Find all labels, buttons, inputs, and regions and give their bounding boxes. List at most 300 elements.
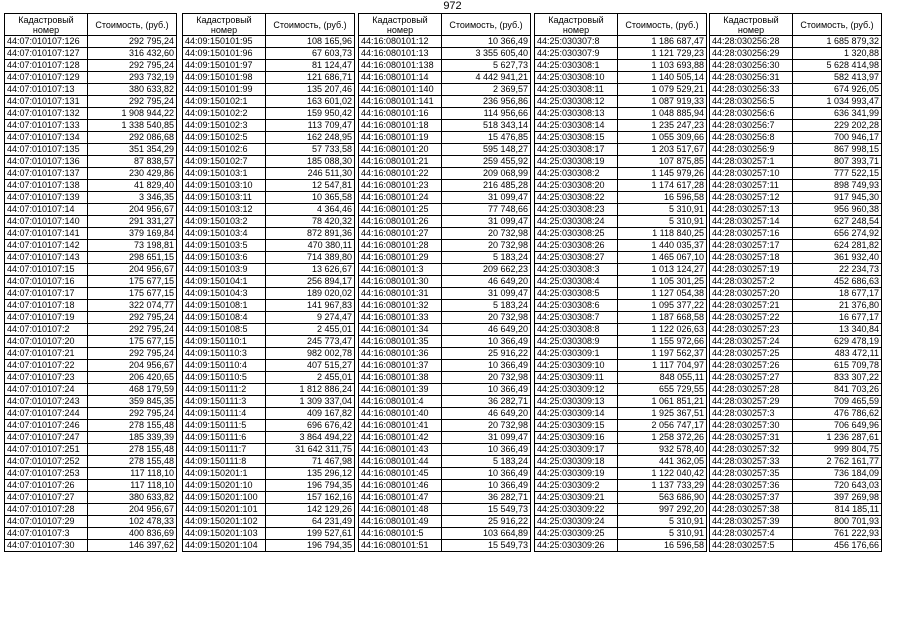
cost-cell: 359 845,35 — [88, 396, 177, 408]
table-row — [5, 72, 177, 84]
cost-cell: 16 596,58 — [618, 192, 707, 204]
cadastral-number-cell: 44:25:030308:24 — [535, 216, 618, 228]
cadastral-table-3 — [358, 13, 530, 552]
table-row — [183, 420, 355, 432]
cost-cell: 833 307,22 — [793, 372, 882, 384]
cost-cell: 16 677,17 — [793, 312, 882, 324]
cost-cell: 997 292,20 — [618, 504, 707, 516]
cost-cell: 64 231,49 — [266, 516, 355, 528]
table-header-row — [5, 14, 177, 36]
table-row — [359, 216, 531, 228]
cost-cell: 2 455,01 — [266, 324, 355, 336]
table-row — [710, 204, 882, 216]
cost-cell: 1 122 040,42 — [618, 468, 707, 480]
cost-cell: 278 155,48 — [88, 456, 177, 468]
cadastral-number-cell: 44:07:010107:17 — [5, 288, 88, 300]
cost-cell: 209 662,23 — [442, 264, 531, 276]
cost-cell: 291 331,27 — [88, 216, 177, 228]
header-cost: Стоимость, (руб.) — [88, 14, 177, 36]
table-row — [359, 144, 531, 156]
cost-cell: 322 074,77 — [88, 300, 177, 312]
table-row — [359, 408, 531, 420]
cadastral-number-cell: 44:25:030308:10 — [535, 72, 618, 84]
table-row — [535, 456, 707, 468]
cadastral-number-cell: 44:25:030309:26 — [535, 540, 618, 552]
table-row — [5, 240, 177, 252]
header-cadastral-number: Кадастровый номер — [183, 14, 266, 36]
table-row — [710, 60, 882, 72]
cost-cell: 397 269,98 — [793, 492, 882, 504]
table-row — [183, 480, 355, 492]
cost-cell: 189 020,02 — [266, 288, 355, 300]
cadastral-number-cell: 44:16:080101:51 — [359, 540, 442, 552]
cadastral-number-cell: 44:07:010107:26 — [5, 480, 88, 492]
cadastral-number-cell: 44:07:010107:20 — [5, 336, 88, 348]
cadastral-number-cell: 44:28:030257:38 — [710, 504, 793, 516]
cadastral-number-cell: 44:25:030308:4 — [535, 276, 618, 288]
cadastral-table — [4, 13, 177, 552]
cadastral-number-cell: 44:09:150108:5 — [183, 324, 266, 336]
cadastral-number-cell: 44:07:010107:16 — [5, 276, 88, 288]
cost-cell: 25 916,22 — [442, 516, 531, 528]
table-row — [710, 312, 882, 324]
cadastral-number-cell: 44:25:030308:8 — [535, 324, 618, 336]
table-row — [535, 60, 707, 72]
table-row — [5, 192, 177, 204]
cadastral-number-cell: 44:09:150201:102 — [183, 516, 266, 528]
cadastral-number-cell: 44:28:030256:8 — [710, 132, 793, 144]
cadastral-number-cell: 44:16:080101:28 — [359, 240, 442, 252]
cost-cell: 1 103 693,88 — [618, 60, 707, 72]
cadastral-number-cell: 44:07:010107:129 — [5, 72, 88, 84]
table-row — [710, 432, 882, 444]
cadastral-number-cell: 44:28:030257:16 — [710, 228, 793, 240]
cost-cell: 1 186 687,47 — [618, 36, 707, 48]
cost-cell: 655 729,55 — [618, 384, 707, 396]
cadastral-number-cell: 44:28:030257:24 — [710, 336, 793, 348]
cadastral-number-cell: 44:25:030308:13 — [535, 108, 618, 120]
cadastral-number-cell: 44:07:010107:15 — [5, 264, 88, 276]
cadastral-number-cell: 44:16:080101:22 — [359, 168, 442, 180]
table-row — [535, 204, 707, 216]
table-row — [535, 492, 707, 504]
cadastral-number-cell: 44:16:080101:48 — [359, 504, 442, 516]
cost-cell: 627 248,54 — [793, 216, 882, 228]
cadastral-number-cell: 44:09:150102:6 — [183, 144, 266, 156]
cost-cell: 5 310,91 — [618, 528, 707, 540]
cadastral-number-cell: 44:09:150201:1 — [183, 468, 266, 480]
table-row — [535, 480, 707, 492]
cadastral-number-cell: 44:28:030256:5 — [710, 96, 793, 108]
cost-cell: 1 465 067,10 — [618, 252, 707, 264]
cadastral-number-cell: 44:07:010107:13 — [5, 84, 88, 96]
cost-cell: 196 794,35 — [266, 540, 355, 552]
table-row — [359, 84, 531, 96]
table-row — [183, 468, 355, 480]
cadastral-number-cell: 44:16:080101:39 — [359, 384, 442, 396]
table-row — [183, 108, 355, 120]
table-row — [710, 516, 882, 528]
cadastral-number-cell: 44:09:150102:3 — [183, 120, 266, 132]
cost-cell: 1 145 979,26 — [618, 168, 707, 180]
cadastral-number-cell: 44:09:150111:8 — [183, 456, 266, 468]
cadastral-number-cell: 44:16:080101:140 — [359, 84, 442, 96]
table-row — [710, 384, 882, 396]
cadastral-number-cell: 44:16:080101:138 — [359, 60, 442, 72]
cost-cell: 452 686,63 — [793, 276, 882, 288]
table-row — [359, 480, 531, 492]
cost-cell: 73 198,81 — [88, 240, 177, 252]
table-row — [710, 468, 882, 480]
cadastral-number-cell: 44:25:030308:7 — [535, 312, 618, 324]
cadastral-number-cell: 44:07:010107:128 — [5, 60, 88, 72]
table-row — [183, 372, 355, 384]
table-row — [710, 324, 882, 336]
cost-cell: 316 432,60 — [88, 48, 177, 60]
cadastral-number-cell: 44:07:010107:21 — [5, 348, 88, 360]
cost-cell: 117 118,10 — [88, 480, 177, 492]
cadastral-number-cell: 44:09:150103:5 — [183, 240, 266, 252]
cadastral-number-cell: 44:28:030257:23 — [710, 324, 793, 336]
table-row — [710, 108, 882, 120]
cost-cell: 1 013 124,27 — [618, 264, 707, 276]
table-row — [183, 144, 355, 156]
cadastral-number-cell: 44:07:010107:135 — [5, 144, 88, 156]
cost-cell: 5 627,73 — [442, 60, 531, 72]
cadastral-number-cell: 44:09:150108:1 — [183, 300, 266, 312]
table-row — [5, 84, 177, 96]
cadastral-number-cell: 44:16:080101:4 — [359, 396, 442, 408]
cost-cell: 204 956,67 — [88, 360, 177, 372]
table-row — [359, 264, 531, 276]
table-row — [710, 216, 882, 228]
cost-cell: 800 701,93 — [793, 516, 882, 528]
cadastral-number-cell: 44:25:030309:24 — [535, 516, 618, 528]
cost-cell: 10 366,49 — [442, 36, 531, 48]
cadastral-number-cell: 44:07:010107:14 — [5, 204, 88, 216]
table-row — [535, 372, 707, 384]
table-row — [359, 204, 531, 216]
table-row — [359, 252, 531, 264]
cost-cell: 292 795,24 — [88, 96, 177, 108]
cost-cell: 1 061 851,21 — [618, 396, 707, 408]
cadastral-number-cell: 44:28:030256:31 — [710, 72, 793, 84]
cost-cell: 1 338 540,85 — [88, 120, 177, 132]
cost-cell: 121 686,71 — [266, 72, 355, 84]
cost-cell: 146 397,62 — [88, 540, 177, 552]
table-header-row — [183, 14, 355, 36]
cadastral-number-cell: 44:16:080101:42 — [359, 432, 442, 444]
cost-cell: 163 601,02 — [266, 96, 355, 108]
table-row — [183, 240, 355, 252]
table-row — [5, 504, 177, 516]
cost-cell: 380 633,82 — [88, 492, 177, 504]
cost-cell: 113 709,47 — [266, 120, 355, 132]
table-row — [710, 36, 882, 48]
cost-cell: 22 234,73 — [793, 264, 882, 276]
table-row — [535, 348, 707, 360]
cadastral-number-cell: 44:28:030257:18 — [710, 252, 793, 264]
cadastral-number-cell: 44:16:080101:36 — [359, 348, 442, 360]
cadastral-number-cell: 44:28:030257:26 — [710, 360, 793, 372]
table-row — [710, 180, 882, 192]
table-row — [183, 216, 355, 228]
table-row — [535, 516, 707, 528]
table-row — [535, 504, 707, 516]
cadastral-number-cell: 44:25:030309:16 — [535, 432, 618, 444]
cost-cell: 1 095 377,22 — [618, 300, 707, 312]
table-row — [183, 168, 355, 180]
table-row — [710, 240, 882, 252]
cadastral-number-cell: 44:07:010107:29 — [5, 516, 88, 528]
cost-cell: 292 795,24 — [88, 312, 177, 324]
cadastral-number-cell: 44:16:080101:31 — [359, 288, 442, 300]
cost-cell: 1 118 840,25 — [618, 228, 707, 240]
cadastral-number-cell: 44:25:030309:22 — [535, 504, 618, 516]
cadastral-number-cell: 44:25:030308:19 — [535, 156, 618, 168]
cadastral-number-cell: 44:09:150102:7 — [183, 156, 266, 168]
table-row — [710, 300, 882, 312]
cadastral-number-cell: 44:25:030309:11 — [535, 372, 618, 384]
cadastral-number-cell: 44:07:010107:247 — [5, 432, 88, 444]
cadastral-number-cell: 44:07:010107:18 — [5, 300, 88, 312]
cost-cell: 10 366,49 — [442, 480, 531, 492]
cadastral-number-cell: 44:28:030257:21 — [710, 300, 793, 312]
cadastral-table-5 — [709, 13, 881, 552]
cadastral-number-cell: 44:09:150103:9 — [183, 264, 266, 276]
cadastral-number-cell: 44:16:080101:20 — [359, 144, 442, 156]
cost-cell: 1 122 026,63 — [618, 324, 707, 336]
cost-cell: 293 732,19 — [88, 72, 177, 84]
cost-cell: 898 749,93 — [793, 180, 882, 192]
cost-cell: 298 651,15 — [88, 252, 177, 264]
table-row — [535, 336, 707, 348]
table-row — [535, 300, 707, 312]
cadastral-number-cell: 44:28:030257:29 — [710, 396, 793, 408]
cadastral-number-cell: 44:16:080101:13 — [359, 48, 442, 60]
table-row — [359, 48, 531, 60]
table-row — [5, 228, 177, 240]
cost-cell: 1 440 035,37 — [618, 240, 707, 252]
cadastral-number-cell: 44:28:030257:5 — [710, 540, 793, 552]
cost-cell: 407 515,27 — [266, 360, 355, 372]
header-cadastral-number: Кадастровый номер — [5, 14, 88, 36]
cadastral-number-cell: 44:25:030309:25 — [535, 528, 618, 540]
table-row — [710, 504, 882, 516]
cadastral-number-cell: 44:07:010107:30 — [5, 540, 88, 552]
table-row — [183, 540, 355, 552]
table-row — [535, 96, 707, 108]
cadastral-number-cell: 44:16:080101:24 — [359, 192, 442, 204]
cadastral-number-cell: 44:07:010107:243 — [5, 396, 88, 408]
table-header-row — [710, 14, 882, 36]
cost-cell: 12 547,81 — [266, 180, 355, 192]
cost-cell: 31 099,47 — [442, 288, 531, 300]
table-row — [710, 132, 882, 144]
cadastral-number-cell: 44:07:010107:27 — [5, 492, 88, 504]
table-row — [5, 216, 177, 228]
cadastral-number-cell: 44:16:080101:32 — [359, 300, 442, 312]
cadastral-number-cell: 44:28:030256:9 — [710, 144, 793, 156]
table-row — [359, 360, 531, 372]
cadastral-number-cell: 44:16:080101:45 — [359, 468, 442, 480]
table-row — [183, 516, 355, 528]
cadastral-number-cell: 44:28:030257:27 — [710, 372, 793, 384]
header-cadastral-number: Кадастровый номер — [710, 14, 793, 36]
cost-cell: 31 642 311,75 — [266, 444, 355, 456]
cost-cell: 1 197 562,37 — [618, 348, 707, 360]
cadastral-number-cell: 44:25:030308:27 — [535, 252, 618, 264]
cost-cell: 361 932,40 — [793, 252, 882, 264]
table-row — [535, 156, 707, 168]
table-row — [535, 252, 707, 264]
table-row — [359, 72, 531, 84]
cadastral-table — [182, 13, 355, 552]
cadastral-number-cell: 44:07:010107:127 — [5, 48, 88, 60]
table-row — [183, 408, 355, 420]
cadastral-number-cell: 44:09:150201:10 — [183, 480, 266, 492]
cost-cell: 278 155,48 — [88, 444, 177, 456]
cadastral-number-cell: 44:28:030257:37 — [710, 492, 793, 504]
cadastral-number-cell: 44:28:030257:22 — [710, 312, 793, 324]
table-row — [359, 540, 531, 552]
cadastral-number-cell: 44:09:150102:1 — [183, 96, 266, 108]
table-row — [5, 180, 177, 192]
table-row — [535, 288, 707, 300]
cadastral-number-cell: 44:25:030309:10 — [535, 360, 618, 372]
cost-cell: 25 916,22 — [442, 348, 531, 360]
table-row — [535, 216, 707, 228]
table-row — [5, 516, 177, 528]
cost-cell: 1 320,88 — [793, 48, 882, 60]
cadastral-number-cell: 44:07:010107:133 — [5, 120, 88, 132]
cost-cell: 1 155 972,66 — [618, 336, 707, 348]
cost-cell: 41 829,40 — [88, 180, 177, 192]
table-row — [359, 336, 531, 348]
cost-cell: 245 773,47 — [266, 336, 355, 348]
cost-cell: 400 836,69 — [88, 528, 177, 540]
cost-cell: 10 366,49 — [442, 468, 531, 480]
cost-cell: 199 527,61 — [266, 528, 355, 540]
cost-cell: 278 155,48 — [88, 420, 177, 432]
cadastral-number-cell: 44:16:080101:46 — [359, 480, 442, 492]
cadastral-number-cell: 44:09:150201:101 — [183, 504, 266, 516]
cost-cell: 1 925 367,51 — [618, 408, 707, 420]
cost-cell: 706 649,96 — [793, 420, 882, 432]
cost-cell: 142 129,26 — [266, 504, 355, 516]
cost-cell: 21 376,80 — [793, 300, 882, 312]
cost-cell: 206 420,65 — [88, 372, 177, 384]
cost-cell: 256 894,17 — [266, 276, 355, 288]
header-cost: Стоимость, (руб.) — [793, 14, 882, 36]
table-row — [5, 324, 177, 336]
cadastral-number-cell: 44:25:030307:8 — [535, 36, 618, 48]
cost-cell: 46 649,20 — [442, 276, 531, 288]
cost-cell: 5 310,91 — [618, 216, 707, 228]
cost-cell: 13 626,67 — [266, 264, 355, 276]
table-row — [359, 36, 531, 48]
table-row — [710, 456, 882, 468]
table-row — [5, 396, 177, 408]
table-row — [535, 360, 707, 372]
cost-cell: 77 748,66 — [442, 204, 531, 216]
table-row — [5, 528, 177, 540]
table-row — [359, 384, 531, 396]
cadastral-number-cell: 44:16:080101:26 — [359, 216, 442, 228]
cadastral-number-cell: 44:25:030309:2 — [535, 480, 618, 492]
table-row — [183, 360, 355, 372]
cost-cell: 78 420,32 — [266, 216, 355, 228]
cadastral-number-cell: 44:25:030309:21 — [535, 492, 618, 504]
table-row — [5, 336, 177, 348]
cadastral-number-cell: 44:07:010107:246 — [5, 420, 88, 432]
cost-cell: 67 603,73 — [266, 48, 355, 60]
cadastral-number-cell: 44:09:150103:10 — [183, 180, 266, 192]
cost-cell: 1 309 337,04 — [266, 396, 355, 408]
header-cost: Стоимость, (руб.) — [442, 14, 531, 36]
table-row — [535, 120, 707, 132]
table-row — [359, 432, 531, 444]
cost-cell: 1 087 919,33 — [618, 96, 707, 108]
cost-cell: 5 183,24 — [442, 300, 531, 312]
cost-cell: 1 034 993,47 — [793, 96, 882, 108]
cadastral-number-cell: 44:09:150108:4 — [183, 312, 266, 324]
table-row — [535, 396, 707, 408]
cadastral-number-cell: 44:25:030309:17 — [535, 444, 618, 456]
table-row — [359, 276, 531, 288]
cost-cell: 292 795,24 — [88, 36, 177, 48]
cadastral-number-cell: 44:16:080101:38 — [359, 372, 442, 384]
cadastral-number-cell: 44:16:080101:44 — [359, 456, 442, 468]
cost-cell: 5 310,91 — [618, 516, 707, 528]
cost-cell: 956 960,38 — [793, 204, 882, 216]
cadastral-number-cell: 44:25:030308:20 — [535, 180, 618, 192]
table-row — [5, 48, 177, 60]
cost-cell: 848 055,11 — [618, 372, 707, 384]
cadastral-number-cell: 44:09:150110:4 — [183, 360, 266, 372]
cadastral-number-cell: 44:07:010107:132 — [5, 108, 88, 120]
cadastral-number-cell: 44:28:030257:30 — [710, 420, 793, 432]
cadastral-number-cell: 44:16:080101:49 — [359, 516, 442, 528]
cadastral-number-cell: 44:28:030257:28 — [710, 384, 793, 396]
cadastral-table — [358, 13, 531, 552]
cost-cell: 674 926,05 — [793, 84, 882, 96]
cost-cell: 483 472,11 — [793, 348, 882, 360]
table-row — [710, 252, 882, 264]
cost-cell: 157 162,16 — [266, 492, 355, 504]
cost-cell: 1 117 704,97 — [618, 360, 707, 372]
cost-cell: 31 099,47 — [442, 432, 531, 444]
table-row — [5, 288, 177, 300]
cost-cell: 31 099,47 — [442, 216, 531, 228]
cost-cell: 714 389,80 — [266, 252, 355, 264]
cost-cell: 16 596,58 — [618, 540, 707, 552]
cost-cell: 2 056 747,17 — [618, 420, 707, 432]
cadastral-number-cell: 44:09:150110:5 — [183, 372, 266, 384]
cadastral-number-cell: 44:16:080101:33 — [359, 312, 442, 324]
cadastral-number-cell: 44:28:030257:14 — [710, 216, 793, 228]
table-row — [710, 48, 882, 60]
cost-cell: 3 864 494,22 — [266, 432, 355, 444]
cost-cell: 2 455,01 — [266, 372, 355, 384]
table-row — [359, 420, 531, 432]
cadastral-number-cell: 44:09:150101:99 — [183, 84, 266, 96]
cost-cell: 292 795,24 — [88, 348, 177, 360]
cost-cell: 18 677,17 — [793, 288, 882, 300]
table-row — [183, 348, 355, 360]
table-row — [359, 348, 531, 360]
table-row — [710, 228, 882, 240]
